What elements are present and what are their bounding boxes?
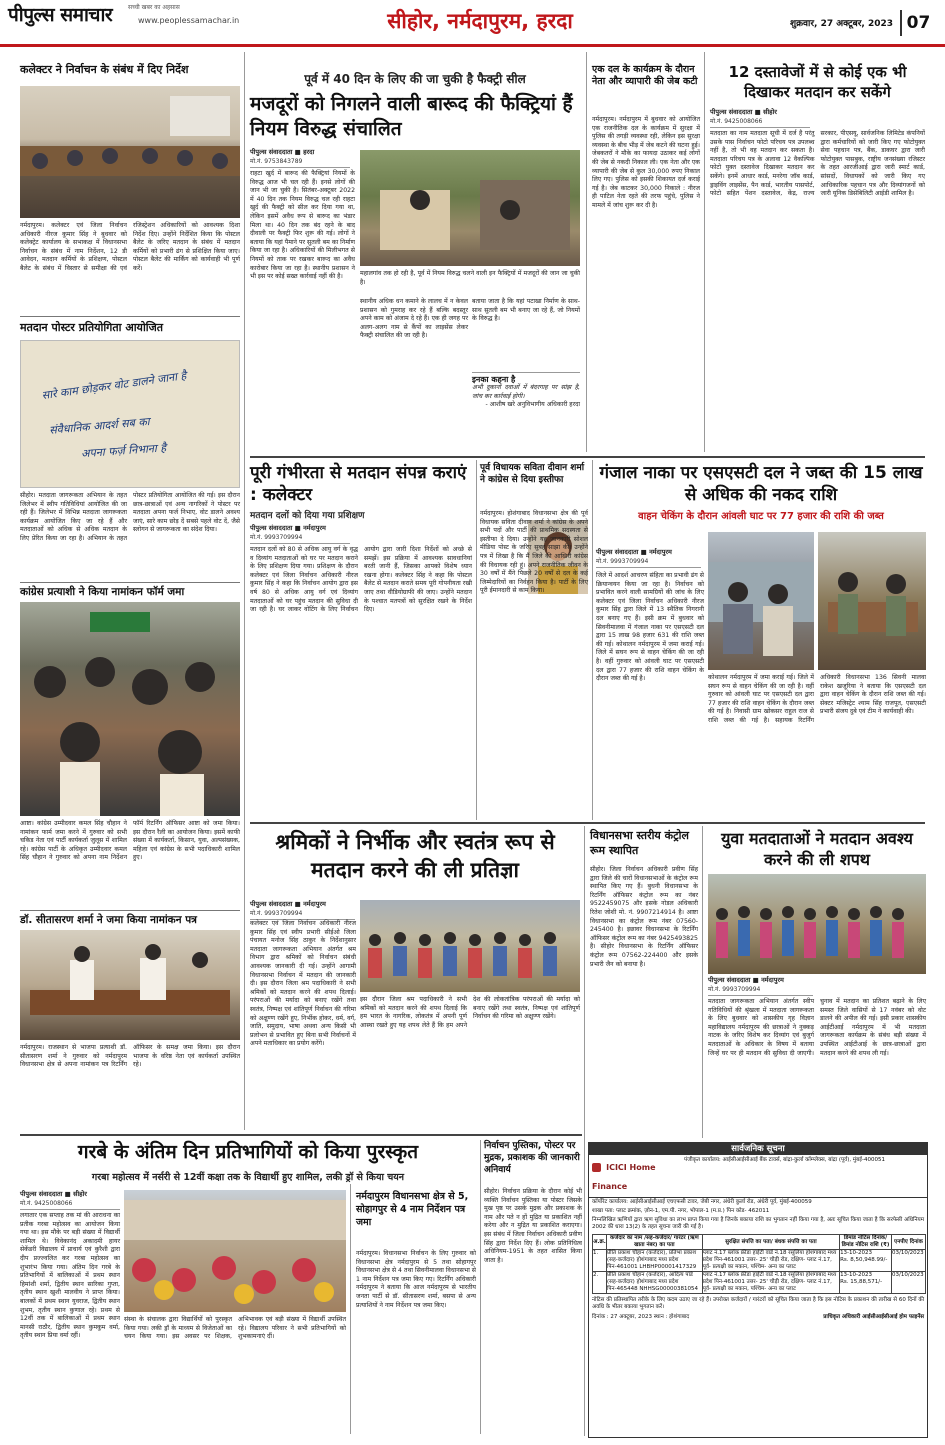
garba-byline: पीपुल्स संवाददाता ■ सीहोर	[20, 1190, 87, 1198]
logo-tagline: सच्ची खबर का अहसास	[128, 4, 180, 11]
pustika-text: सीहोर। निर्वाचन प्रक्रिया के दौरान कोई भी व्यक्ति निर्वाचन पुस्तिका या पोस्टर जिसके मुख पृष्ठ पर उसके मुद्रक और प्रकाशक के नाम और पते न हों मुद्रित या प्रकाशित नहीं करेगा और न मुद्रित या प्रकाशित कराएगा। इस संबंध में जिला निर्वाचन अधिकारी प्रवीण सिंह द्वारा निर्देश दिए हैं। लोक प्रतिनिधित्व अधिनियम-1951 के तहत शासित किया जाता है।	[484, 1188, 582, 1264]
shramik-headline: श्रमिकों ने निर्भीक और स्वतंत्र रूप से मतदान करने की ली प्रतिज्ञा	[275, 830, 555, 882]
collector-headline: कलेक्टर ने निर्वाचन के संबंध में दिए निर्देश	[20, 63, 189, 76]
ganjal-text: जिले में आदर्श आचरण संहिता का प्रभावी ढंग से क्रियान्वयन किया जा रहा है। निर्वाचन को प्रभावित करने वाली सामग्रियों की जांच के लिए कलेक्टर एवं जिला निर्वाचन अधिकारी नीरज कुमार सिंह द्वारा जिले में 13 स्थैतिक निगरानी दल बनाए गए हैं। इसी क्रम में बुधवार को सिवनीमालवा में गंजाल नाका पर एसएसटी दल द्वारा 15 लाख 98 हजार 631 की राशि जब्त की गई। कोथालन नर्मदापुरम में जमा कराई गई। जिले में सघन रूप से वाहन चेकिंग की जा रही है। वहीं गुरुवार को आंवली घाट पर एसएसटी दल द्वारा 77 हजार की राशि वाहन चेकिंग के दौरान जब्त की गई है।	[596, 572, 704, 683]
yuva-headline: युवा मतदाताओं ने मतदान अवश्य करने की ली शपथ	[721, 829, 913, 869]
notice-table-header: अ.क्र. कर्जदार का नाम /सह-कर्जदार/ गारंटर (ऋण खाता नंबर) का पता सुरक्षित संपत्ति का पता/ बंधक संपत्ति का पता डिमांड नोटिस दिनांक/ डिमांड नोटिस राशि (₹) एनपीए दिनांक	[593, 1235, 926, 1250]
shramik-text: कलेक्टर एवं जिला निर्वाचन अधिकारी नीरज कुमार सिंह एवं स्वीप प्रभारी सीईओ जिला पंचायत मनोज सिंह ठाकुर के निर्देशानुसार मतदाता जागरूकता अभियान अंतर्गत श्रम विभाग द्वारा श्रमिकों को निर्वाचन संबंधी आवश्यक जानकारी दी गई। उन्होंने आगामी विधानसभा निर्वाचन में मतदान की जानकारी दी। इस दौरान जिला श्रम पदाधिकारी ने सभी श्रमिकों को मतदान करने की शपथ दिलाई। परंपराओं की मर्यादा को बनाए रखेंगे तथा स्वतंत्र, निष्पक्ष एवं शांतिपूर्ण निर्वाचन की गरिमा को अक्षुण्ण रखेंगे हुए, निर्भीक होकर, धर्म, वर्ग, जाति, समुदाय, भाषा अथवा अन्य किसी भी प्रलोभन से प्रभावित हुए बिना सभी निर्वाचनों में अपने मताधिकार का प्रयोग करेंगे।	[250, 920, 356, 1048]
notice-table	[592, 1234, 926, 1294]
docs-headline: 12 दस्तावेजों में से कोई एक भी दिखाकर मतदान कर सकेंगे	[728, 63, 907, 101]
factory-byline: पीपुल्स संवाददाता ■ हरदा	[250, 148, 315, 156]
shramik-byline: पीपुल्स संवाददाता ■ नर्मदापुरम	[250, 900, 326, 908]
factory-photo-caption: महालगांव तक हो रही है, पूर्व में नियम विरुद्ध चलने वाली इन फैक्ट्रियों में मजदूरों की जान जा चुकी है।	[360, 270, 580, 286]
garba-text: लगातार एक सप्ताह तक मां की आराधना का प्रतीक गरबा महोत्सव का आयोजन किया गया था। इस मौके पर बड़ी संख्या में विद्यार्थी शामिल थे। विवेकानंद अकादमी हायर सेकेंडरी विद्यालय में प्राचार्य एवं कुरैशी द्वारा दीप प्रज्ज्वलित कर गरबा महोत्सव का शुभारंभ किया गया। अंतिम दिन गरबे के प्रतिभागियों में बालिकाओं में प्रथम स्थान हिमांशी शर्मा, द्वितीय स्थान सारिका गुप्ता, तृतीय स्थान खुशी मालवीय ने प्राप्त किया। बालकों में प्रथम स्थान युवराज, द्वितीय स्थान शुभम, तृतीय स्थान कुणाल रहे। प्रथम से 12वीं तक में बालिकाओं में प्रथम स्थान मानसी राठौर, द्वितीय स्थान कुमकुम वर्मा, तृतीय स्थान प्रिया वर्मा रहीं।	[20, 1212, 120, 1340]
factory-text: राहटा खुर्द में बारूद की फैक्ट्रियां नियमों के विरुद्ध आज भी चल रही हैं। इनसे लोगों की जान भी जा चुकी है। सितंबर-अक्टूबर 2022 में 40 दिन तक नियम विरुद्ध चल रही राहटा खुर्द की फैक्ट्री को सील कर दिया गया था, लेकिन इसमें अवैध रूप से बारूद का भंडार मिला था। 40 दिन तक बंद रहने के बाद दीवाली पर फैक्ट्री फिर शुरू की गई। लोगों ने बताया कि यहां पैमाने पर सुतली बम का निर्माण किया जा रहा है। अधिकारियों की मिलीभगत से नियमों को ताक पर रखकर बारूद का अवैध कारोबार किया जा रहा है। स्थानीय प्रशासन ने भी इस पर कोई सख्त कार्रवाई नहीं की है।	[250, 170, 355, 281]
factory-headline: मजदूरों को निगलने वाली बारूद की फैक्ट्रियां हैं नियम विरुद्ध संचालित	[250, 93, 573, 140]
poster-text: सीहोर। मतदाता जागरूकता अभियान के तहत जिलेभर में स्वीप गतिविधियां आयोजित की जा रही हैं। जिलेभर में विभिन्न मतदाता जागरूकता कार्यक्रम आयोजित किए जा रहे हैं और मतदाताओं को अधिक से अधिक मतदान के लिए प्रेरित किया जा रहा है। अभियान के तहत पोस्टर प्रतियोगिता आयोजित की गई। इस दौरान छात्र-छात्राओं एवं अन्य नागरिकों ने पोस्टर पर मतदाता अपना फर्ज निभाए, वोट डालने अवश्य जाएं, सारे काम छोड़ दें सबसे पहले वोट दें, जैसे स्लोगन से जागरूकता का संदेश दिया।	[20, 492, 240, 542]
shramik-mobile: मो.नं. 9993709994	[250, 910, 355, 920]
savita-text: नर्मदापुरम। होशंगाबाद विधानसभा क्षेत्र की पूर्व विधायक सविता दीवान शर्मा ने कांग्रेस के अपने सभी पदों और पार्टी की प्राथमिक सदस्यता से इस्तीफा दे दिया। उन्होंने यह जानकारी सोशल मीडिया पोस्ट के जरिए सुबह साझा की। उन्होंने पत्र में लिखा है कि मैं जिले की आखिरी कांग्रेस की विधायक रही हूं। अपने राजनीतिक जीवन के 30 वर्षों में मैंने पिछले 20 वर्षों से दल के कई जिम्मेदारियों का निर्वहन किया है। पार्टी के लिए पूरी ईमानदारी से काम किया।	[480, 510, 588, 595]
gambhir-byline: पीपुल्स संवाददाता ■ नर्मदापुरम	[250, 524, 326, 532]
collector-meeting-photo	[20, 86, 240, 218]
collector-text: नर्मदापुरम। कलेक्टर एवं जिला निर्वाचन अधिकारी नीरज कुमार सिंह ने बुधवार को कलेक्ट्रेट कार्यालय के सभाकक्ष में विधानसभा निर्वाचन के संबंध में नाम निर्देशन, 12 डी आवेदन, मतदान कर्मियों के प्रशिक्षण, पोस्टल बैलेट के संबंध में विस्तार से समीक्षा की एवं रजिस्ट्रेशन अधिकारियों को आवश्यक दिशा निर्देश दिए। उन्होंने निर्देशित किया कि पोस्टल बैलेट के जरिए मतदान के संबंध में मतदान कर्मियों को प्रभारी ढंग से प्रशिक्षित किया जाए। पोस्टल बैलेट की मार्किंग को कार्यवाही भी पूर्ण करें।	[20, 222, 240, 272]
poster-line-3: अपना फर्ज़ निभाना है	[80, 441, 167, 461]
congress-text: आष्टा। कांग्रेस उम्मीदवार कमल सिंह चौहान ने नामांकन फार्म जमा करने में गुरुवार को सभी चकिड नेता एवं पार्टी कार्यकर्ता जुलूस में शामिल रहे। कांग्रेस पार्टी के अधिकृत उम्मीदवार कमल सिंह चौहान ने गुरुवार को अपना नाम निर्देशन फॉर्म रिटर्निंग ऑफिसर आष्टा को जमा किया। इस दौरान रैली का आयोजन किया। इसमें काफी संख्या में कार्यकर्ता, किसान, युवा, अल्पसंख्यक, महिला एवं कांग्रेस के सभी पदाधिकारी शामिल हुए।	[20, 820, 240, 862]
date: शुक्रवार, 27 अक्टूबर, 2023	[790, 19, 893, 29]
docs-mobile: मो.नं. 9425008066	[710, 118, 810, 128]
yuva-photo	[708, 874, 926, 974]
poster-headline: मतदान पोस्टर प्रतियोगिता आयोजित	[20, 321, 164, 334]
notice-footer: नोटिस की प्रतिस्थापित तरीके के लिए कदम उठाए जा रहे हैं। उपरोक्त कर्जदारों / गारंटरों को सूचित किया जाता है कि इस नोटिस के प्रकाशन की तारीख से 60 दिनों की अवधि के भीतर बकाया भुगतान करें।	[592, 1297, 924, 1310]
icici-logo-icon	[592, 1163, 601, 1172]
notice-signatory: प्राधिकृत अधिकारी आईसीआईसीआई होम फाइनेंस	[823, 1314, 924, 1320]
masthead	[0, 0, 945, 44]
ganjal-text-cont: कोथालन नर्मदापुरम में जमा कराई गई। जिले में सघन रूप से वाहन चेकिंग की जा रही है। वहीं गुरुवार को आंवली घाट पर एसएसटी दल द्वारा 77 हजार की राशि वाहन चेकिंग के दौरान जब्त की गई है। निवासी ग्राम खोकसर राहुल राज से राशि जब्त की गई है। सहायक रिटर्निंग अधिकारी विधानसभा 136 सिवनी मालवा राकेश खजूरिया ने बताया कि एसएसटी दल द्वारा वाहन चेकिंग के दौरान राशि जब्त की गई। सेक्टर मजिस्ट्रेट श्याम सिंह राजपूत, एसएसटी प्रभारी संजय दुबे एवं टीम ने कार्यवाही की।	[708, 674, 926, 724]
factory-text-cont-2: बताया जाता है कि यहां पटाखा निर्माण के साथ-साथ सुतली बम भी बनाए जा रहे हैं, जो नियमों के विरुद्ध है।	[472, 298, 580, 323]
sitasaran-text: नर्मदापुरम। राजस्थान से भाजपा प्रत्याशी डॉ. सीतासरण शर्मा ने गुरुवार को नर्मदापुरम विधानसभा क्षेत्र से अपना नामांकन पत्र रिटर्निंग ऑफिसर के समक्ष जमा किया। इस दौरान भाजपा के वरिष्ठ नेता एवं कार्यकर्ता उपस्थित रहे।	[20, 1044, 240, 1069]
nomination-text: नर्मदापुरम। विधानसभा निर्वाचन के लिए गुरुवार को विधानसभा क्षेत्र नर्मदापुरम से 5 तथा सोहागपुर विधानसभा क्षेत्र से 4 तथा सिवनीमालवा विधानसभा से 1 नाम निर्देशन पत्र जमा किए गए। रिटर्निंग अधिकारी नर्मदापुरम ने बताया कि आज नर्मदापुरम से भारतीय जनता पार्टी से डॉ. सीतासरण शर्मा, बसपा से अन्य प्रत्याशियों ने नाम निर्देशन पत्र जमा किए।	[356, 1250, 476, 1309]
quote-heading: इनका कहना है	[472, 375, 516, 384]
yuva-text: मतदाता जागरूकता अभियान अंतर्गत स्वीप गतिविधियों की श्रृंखला में मतदाता जागरूकता के लिए बुधवार को शासकीय गृह विज्ञान महाविद्यालय नर्मदापुरम की छात्राओं ने नुक्कड़ नाटक के जरिए विशेष कर दिव्यांग एवं बुजुर्ग मतदाताओं के अधिकार के विषय में बताया जिन्हें घर पर ही मतदान की सुविधा दी जाएगी। चुनाव में मतदान का प्रतिशत बढ़ाने के लिए समस्त जिले वासियों से 17 नवंबर को वोट डालने की अपील की गई। इसी प्रकार शासकीय आईटीआई नर्मदापुरम में भी मतदाता जागरूकता कार्यक्रम के संबंध बड़ी संख्या में उपस्थित आईटीआई के छात्र-छात्राओं द्वारा मतदान करने की शपथ ली गई।	[708, 998, 926, 1057]
garba-text-cont: संस्था के संचालक द्वारा विद्यार्थियों को पुरस्कृत किया गया। लकी ड्रॉ के माध्यम से विजेताओं का चयन किया गया। इस अवसर पर शिक्षक, अभिभावक एवं बड़ी संख्या में विद्यार्थी उपस्थित रहे। विद्यालय परिवार ने सभी प्रतिभागियों को शुभकामनाएं दीं।	[124, 1316, 346, 1341]
factory-photo	[360, 150, 580, 266]
ganjal-byline: पीपुल्स संवाददाता ■ नर्मदापुरम	[596, 548, 672, 556]
quote-text: अभी दुकानों दवाओं में बंदरगाह पर सांझ है, जांच कर कार्रवाई होगी।	[472, 384, 580, 400]
notice-corp-address: कॉर्पोरेट कार्यालय: आईसीआईसीआई एचएफसी टावर, जेबी नगर, अंधेरी कुर्ला रोड, अंधेरी पूर्व, मुंबई-400059	[592, 1199, 812, 1205]
notice-branch: शाखा पता: प्लाट क्रमांक, ज़ोन-1, एम.पी. नगर, भोपाल-1 (म.प्र.) पिन कोड- 462011	[592, 1208, 770, 1214]
gambhir-mobile: मो.नं. 9993709994	[250, 534, 350, 544]
notice-place-date: दिनांक : 27 अक्टूबर, 2023 स्थान : होशंगाबाद	[592, 1314, 690, 1320]
poster-line-1: सारे काम छोड़कर वोट डालने जाना है	[41, 369, 188, 403]
garba-subheadline: गरबा महोत्सव में नर्सरी से 12वीं कक्षा तक के विद्यार्थी हुए शामिल, लकी ड्रॉ से किया चयन	[91, 1172, 405, 1183]
shramik-photo	[360, 900, 580, 992]
ganjal-photo-1	[708, 532, 814, 670]
garba-photo	[124, 1190, 346, 1312]
pustika-headline: निर्वाचन पुस्तिका, पोस्टर पर मुद्रक, प्रकाशक की जानकारी अनिवार्य	[484, 1141, 580, 1175]
nomination-headline: नर्मदापुरम विधानसभा क्षेत्र से 5, सोहागपुर से 4 नाम निर्देशन पत्र जमा	[356, 1191, 469, 1228]
vidhan-headline: विधानसभा स्तरीय कंट्रोल रूम स्थापित	[590, 829, 689, 857]
region-title: सीहोर, नर्मदापुरम, हरदा	[387, 9, 573, 33]
notice-intro: निम्नलिखित ऋणियों द्वारा ऋण सुविधा का लाभ प्राप्त किया गया है जिनके बकाया राशि का भुगतान नहीं किया गया है, अतः सूचित किया जाता है कि सरफेसी अधिनियम 2002 की धारा 13(2) के तहत सूचना जारी की गई है।	[592, 1217, 924, 1230]
factory-text-cont: स्थानीय अधिक धन कमाने के लालच में न केवल प्रशासन को गुमराह कर रहे हैं बल्कि बदस्तूर अपने काम को अंजाम दे रहे हैं। एक ही जगह पर अलग-अलग नाम से कैंपों का लाइसेंस लेकर फैक्ट्री संचालित की जा रही है।	[360, 298, 468, 340]
team-text: नर्मदापुरम। नर्मदापुरम में बुधवार को आयोजित एक राजनीतिक दल के कार्यक्रम में सुरक्षा में पुलिस की तगड़ी व्यवस्था रही, लेकिन इस सुरक्षा व्यवस्था के बीच भीड़ में जेब कटने की घटना हुई। जेबकतरों ने मौके का फायदा उठाकर कई लोगों की जेब से नकदी निकाल ली। एक नेता और एक व्यापारी की जेब से कुल 30,000 रुपए निकाल लिए गए। पुलिस को इसकी शिकायत दर्ज कराई गई है। जेब काटकर 30,000 निकाले : नीरज ही पाटिल नेता रहते की तरफ पहुंचे, पुलिस ने मामले में जांच शुरू कर दी है।	[592, 116, 700, 209]
ganjal-subheadline: वाहन चेकिंग के दौरान आंवली घाट पर 77 हजार की राशि की जब्त	[638, 511, 884, 522]
gambhir-headline: पूरी गंभीरता से मतदान संपन्न कराएं : कलेक्टर	[250, 463, 467, 505]
notice-company: ICICI Home Finance	[592, 1163, 656, 1191]
ganjal-headline: गंजाल नाका पर एसएसटी दल ने जब्त की 15 लाख से अधिक की नकद राशि	[599, 463, 923, 505]
factory-kicker: पूर्व में 40 दिन के लिए की जा चुकी है फैक्ट्री सील	[304, 72, 526, 86]
sitasaran-photo	[20, 930, 240, 1040]
gambhir-text: मतदान दलों को 80 से अधिक आयु वर्ग के वृद्ध व दिव्यांग मतदाताओं को घर पर मतदान कराने के लिए प्रशिक्षण दिया गया। प्रशिक्षण के दौरान कलेक्टर एवं जिला निर्वाचन अधिकारी नीरज कुमार सिंह ने कहा कि निर्वाचन आयोग द्वारा इस वर्ष 80 से अधिक आयु वर्ग एवं दिव्यांग मतदाताओं को घर पहुंच मतदान की सुविधा दी जा रही है। घर जाकर वोटिंग के लिए निर्वाचन आयोग द्वारा जारी दिशा निर्देशों को अच्छे से समझें। इस प्रक्रिया में आवश्यक सावधानियां बरती जानी हैं, जिसका आपको विशेष ध्यान रखना होगा। कलेक्टर सिंह ने कहा कि पोस्टल बैलेट से मतदान कराते समय पूरी गोपनीयता रखी जाए तथा वीडियोग्राफी की जाए। उन्होंने मतदान के पश्चात मतपत्रों को सुरक्षित रखने के निर्देश दिए।	[250, 546, 472, 614]
ganjal-photo-2	[818, 532, 926, 670]
sitasaran-headline: डॉ. सीतासरण शर्मा ने जमा किया नामांकन पत्र	[20, 914, 197, 926]
docs-text: मतदाता का नाम मतदाता सूची में दर्ज है परंतु उसके पास निर्वाचन फोटो परिचय पत्र उपलब्ध नहीं है, तो भी वह मतदान कर सकता है। मतदाता परिचय पत्र के अलावा 12 वैकल्पिक फोटो युक्त दस्तावेज दिखाकर मतदान कर सकेंगे। इनमें आधार कार्ड, मनरेगा जॉब कार्ड, ड्राइविंग लाइसेंस, पैन कार्ड, भारतीय पासपोर्ट, फोटो सहित पेंशन दस्तावेज, केंद्र, राज्य सरकार, पीएसयू, सार्वजनिक लिमिटेड कंपनियों द्वारा कर्मचारियों को जारी किए गए फोटोयुक्त सेवा पहचान पत्र, बैंक, डाकघर द्वारा जारी फोटोयुक्त पासबुक, राष्ट्रीय जनसंख्या रजिस्टर के तहत आरजीआई द्वारा जारी स्मार्ट कार्ड, सांसदों, विधायकों को जारी किए गए आधिकारिक पहचान पत्र और दिव्यांगजनों को जारी यूनिक डिसेबिलिटी आईडी शामिल है।	[710, 130, 925, 198]
shramik-text-cont: इस दौरान जिला श्रम पदाधिकारी ने सभी श्रमिकों को मतदान करने की शपथ दिलाई कि हम भारत के नागरिक, लोकतंत्र में अपनी पूर्ण आस्था रखते हुए यह शपथ लेते हैं कि हम अपने देश की लोकतांत्रिक परंपराओं की मर्यादा को बनाए रखेंगे तथा स्वतंत्र, निष्पक्ष एवं शांतिपूर्ण निर्वाचन की गरिमा को अक्षुण्ण रखेंगे।	[360, 996, 580, 1029]
notice-title: सार्वजनिक सूचना	[589, 1143, 927, 1155]
table-row: 1. प्रीति प्रकाश चौहान (कर्जदार), प्रतिभा प्रकाश (सह-कर्जदार) होशंगाबाद मध्य प्रदेश पिन-461001 LHBHP00001417329 प्लाट नं.17 ब्लॉक फ्रीडा हाईटी वार्ड नं.18 रसूलिया होशंगाबाद मध्य प्रदेश पिन-461001 उत्तर- 25' चौड़ी रोड, दक्षिण- प्लाट नं.17, पूर्व- प्रत्यक्षी का मकान, पश्चिम- अन्य का प्लाट 13-10-2023 Rs. 8,50,948.99/- 03/10/2023	[593, 1250, 924, 1270]
yuva-byline: पीपुल्स संवाददाता ■ नर्मदापुरम	[708, 976, 784, 984]
quote-author: - आशीष खरे अनुविभागीय अधिकारी हरदा	[485, 401, 580, 409]
notice-company-address: पंजीकृत कार्यालय: आईसीआईसीआई बैंक टावर्स, बांद्रा-कुर्ला कॉम्प्लेक्स, बांद्रा (पूर्व), मुंबई-400051	[684, 1157, 885, 1163]
savita-headline: पूर्व विधायक सविता दीवान शर्मा ने कांग्रेस से दिया इस्तीफा	[480, 463, 585, 485]
public-notice	[588, 1142, 928, 1438]
ganjal-mobile: मो.नं. 9993709994	[596, 558, 701, 568]
quote-box	[472, 372, 580, 450]
logo: पीपुल्स समाचार	[8, 4, 113, 26]
garba-headline: गरबे के अंतिम दिन प्रतिभागियों को किया पुरस्कृत	[77, 1141, 419, 1163]
docs-byline: पीपुल्स संवाददाता ■ सीहोर	[710, 108, 777, 116]
yuva-mobile: मो.नं. 9993709994	[708, 986, 813, 996]
poster-photo	[20, 340, 240, 488]
table-row: 2. प्रीति प्रकाश चौहान (कर्जदार), आदित्य पांडे (सह-कर्जदार) होशंगाबाद मध्य प्रदेश पिन-465448 NHHSG00000381054 प्लाट नं.17 ब्लॉक फ्रीडा हाईटी वार्ड नं.18 रसूलिया होशंगाबाद मध्य प्रदेश पिन-461001 उत्तर- 25' चौड़ी रोड, दक्षिण- प्लाट नं.17, पूर्व- प्रत्यक्षी का मकान, पश्चिम- अन्य का प्लाट 13-10-2023 Rs. 15,88,571/- 03/10/2023	[593, 1272, 924, 1292]
gambhir-subheadline: मतदान दलों को दिया गया प्रशिक्षण	[250, 511, 365, 521]
factory-mobile: मो.नं. 9753843789	[250, 158, 350, 168]
congress-headline: कांग्रेस प्रत्याशी ने किया नामांकन फॉर्म जमा	[20, 586, 185, 598]
congress-rally-photo	[20, 602, 240, 816]
website[interactable]: www.peoplessamachar.in	[138, 16, 240, 25]
page-number: 07	[900, 10, 935, 36]
vidhan-text: सीहोर। जिला निर्वाचन अधिकारी प्रवीण सिंह द्वारा जिले की चारों विधानसभाओं के कंट्रोल रूम स्थापित किए गए हैं। बुधनी विधानसभा के रिटर्निंग ऑफिसर कंट्रोल रूम का नंबर 9522459075 और इसके नोडल अधिकारी रितेश जोशी मो. नं. 9907214914 है। आष्टा विधानसभा का कंट्रोल रूम नंबर 07560-245400 है। इछावर विधानसभा के रिटर्निंग ऑफिसर कंट्रोल रूम का नंबर 9425493825 है। सीहोर विधानसभा के रिटर्निंग ऑफिसर कंट्रोल रूम 07562-224400 और इसके प्रभारी जैन को बनाया है।	[590, 866, 698, 968]
poster-line-2: संवैधानिक आदर्श सब का	[48, 415, 151, 437]
garba-mobile: मो.नं. 9425008066	[20, 1200, 120, 1210]
team-headline: एक दल के कार्यक्रम के दौरान नेता और व्यापारी की जेब कटी	[592, 64, 698, 87]
